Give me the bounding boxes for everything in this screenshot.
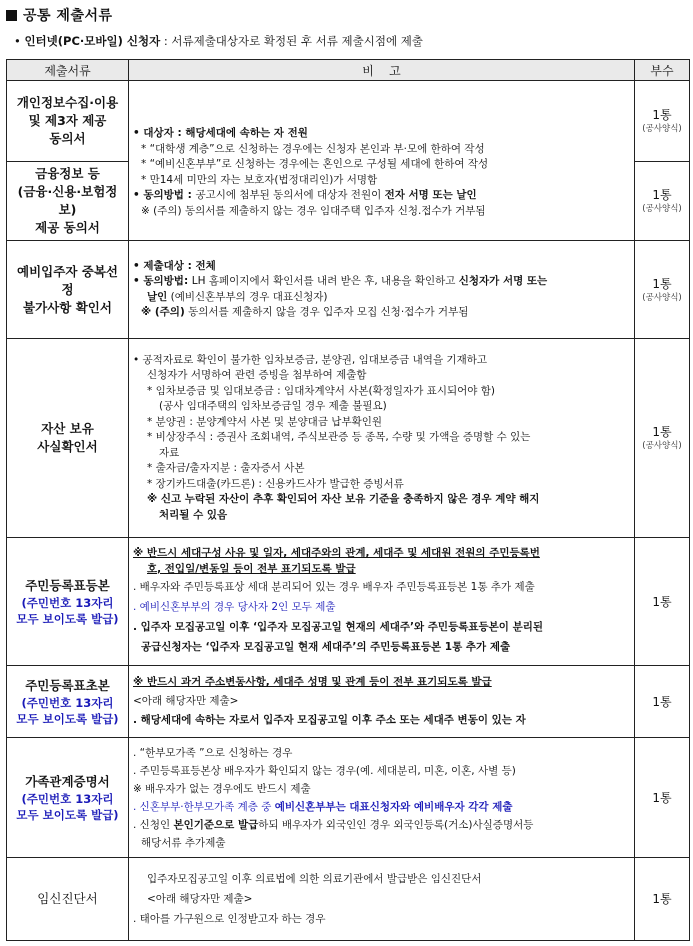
- count-cell: [635, 858, 690, 941]
- note-line: . 태아를 가구원으로 인정받고자 하는 경우: [133, 913, 326, 925]
- doc-name-line: 개인정보수집·이용: [16, 95, 119, 110]
- doc-name-line: 주민등록표등본: [25, 577, 110, 593]
- note-line: 처리될 수 있음: [159, 508, 228, 521]
- section-title-text: 공통 제출서류: [23, 8, 113, 24]
- note-line: ※ 반드시 세대구성 사유 및 일자, 세대주와의 관계, 세대주 및 세대원 전원의 주민등록번: [133, 547, 540, 559]
- table-row: [7, 538, 690, 666]
- doc-name-cell: [7, 858, 129, 941]
- count-value: 1통: [652, 276, 672, 291]
- note-line: . 해당세대에 속하는 자로서 입주자 모집공고일 이후 주소 또는 세대주 변동이 있는 자: [133, 714, 526, 726]
- intro-bold: 인터넷(PC·모바일) 신청자: [24, 34, 161, 48]
- count-value: 1통: [652, 108, 672, 122]
- note-cell: [129, 738, 635, 858]
- intro-line: [14, 33, 423, 49]
- count-sub: (공사양식): [642, 204, 682, 214]
- note-line: ※ (주의) 동의서를 제출하지 않는 경우 임대주택 입주자 신청.접수가 거부됨: [141, 204, 486, 217]
- note-line: • 동의방법: LH 홈페이지에서 확인서를 내려 받은 후, 내용을 확인하고 신청자가 서명 또는: [133, 275, 548, 287]
- table-row: [7, 738, 690, 858]
- note-line: . 신청인 본인기준으로 발급하되 배우자가 외국인인 경우 외국인등록(거소)사실증명서등: [133, 818, 534, 831]
- doc-name-cell: [7, 738, 129, 858]
- count-value: 1통: [652, 790, 672, 805]
- doc-name-note: (주민번호 13자리: [21, 791, 114, 806]
- note-line: . “한부모가족 ”으로 신청하는 경우: [133, 746, 293, 759]
- doc-name-line: 동의서: [49, 131, 86, 146]
- doc-name-line: 가족관계증명서: [25, 773, 110, 789]
- count-cell: [635, 241, 690, 339]
- table-header-row: [7, 60, 690, 81]
- note-line: 공급신청자는 ‘입주자 모집공고일 현재 세대주’의 주민등록표등본 1통 추가 제출: [141, 641, 511, 653]
- note-cell: [129, 81, 635, 241]
- note-line: * “대학생 계층”으로 신청하는 경우에는 신청자 본인과 부·모에 한하여 작성: [141, 142, 485, 155]
- note-line: 날인 (예비신혼부부의 경우 대표신청자): [147, 290, 328, 303]
- doc-name-line: 금융정보 등: [35, 166, 100, 181]
- doc-name-note: (주민번호 13자리: [21, 595, 114, 610]
- note-line: . 배우자와 주민등록표상 세대 분리되어 있는 경우 배우자 주민등록표등본 1통 추가 제출: [133, 581, 535, 593]
- note-line: • 제출대상 : 전체: [133, 259, 216, 272]
- note-line: 신청자가 서명하여 관련 증빙을 첨부하여 제출함: [147, 369, 367, 382]
- note-cell: [129, 858, 635, 941]
- doc-name-note: 모두 보이도록 발급): [16, 711, 119, 726]
- intro-rest: : 서류제출대상자로 확정된 후 서류 제출시점에 제출: [160, 34, 423, 48]
- doc-name-cell: [7, 241, 129, 339]
- note-line: . 예비신혼부부의 경우 당사자 2인 모두 제출: [133, 601, 336, 613]
- note-cell: [129, 538, 635, 666]
- note-line: ※ 반드시 과거 주소변동사항, 세대주 성명 및 관계 등이 전부 표기되도록 발급: [133, 676, 492, 688]
- doc-name-cell: [7, 339, 129, 538]
- note-line: <아래 해당자만 제출>: [147, 893, 253, 905]
- intro-bullet: •: [14, 34, 21, 48]
- doc-name-line: 불가사항 확인서: [23, 299, 112, 315]
- note-line: 해당서류 추가제출: [141, 836, 226, 849]
- count-sub: (공사양식): [642, 124, 682, 134]
- documents-table: [6, 59, 690, 941]
- table-row: [7, 81, 690, 162]
- note-cell: [129, 339, 635, 538]
- col-header-doc: 제출서류: [7, 60, 129, 81]
- doc-name-note: 모두 보이도록 발급): [16, 611, 119, 626]
- note-line: 호, 전입일/변동일 등이 전부 표기되도록 발급: [147, 562, 356, 575]
- note-cell: [129, 666, 635, 738]
- col-header-note: 비 고: [129, 60, 635, 81]
- note-line: 입주자모집공고일 이후 의료법에 의한 의료기관에서 발급받은 임신진단서: [147, 873, 482, 885]
- doc-name-cell: [7, 81, 129, 162]
- table-row: [7, 241, 690, 339]
- doc-name-note: (주민번호 13자리: [21, 695, 114, 710]
- note-line: (공사 임대주택의 임차보증금일 경우 제출 불필요): [159, 400, 387, 413]
- count-cell: [635, 162, 690, 241]
- doc-name-cell: [7, 538, 129, 666]
- note-line: * 분양권 : 분양계약서 사본 및 분양대금 납부확인원: [147, 415, 383, 428]
- count-sub: (공사양식): [642, 441, 682, 451]
- doc-name-line: 및 제3자 제공: [28, 113, 107, 128]
- note-line: 자료: [159, 446, 180, 459]
- note-cell: [129, 241, 635, 339]
- table-row: [7, 666, 690, 738]
- count-cell: [635, 666, 690, 738]
- count-cell: [635, 339, 690, 538]
- count-sub: (공사양식): [642, 292, 682, 303]
- doc-name-line: 사실확인서: [37, 439, 98, 454]
- doc-name-cell: [7, 162, 129, 241]
- note-line: ※ 신고 누락된 자산이 추후 확인되어 자산 보유 기준을 충족하지 않은 경우 계약 해지: [147, 493, 540, 506]
- count-cell: [635, 738, 690, 858]
- note-line: • 동의방법 : 공고시에 첨부된 동의서에 대상자 전원이 전자 서명 또는 날인: [133, 189, 477, 201]
- section-title: [6, 6, 113, 24]
- note-line: . 신혼부부·한부모가족 계층 중 예비신혼부부는 대표신청자와 예비배우자 각각 제출: [133, 800, 513, 813]
- note-line: ※ (주의) 동의서를 제출하지 않을 경우 입주자 모집 신청·접수가 거부됨: [141, 306, 469, 318]
- note-line: . 주민등록표등본상 배우자가 확인되지 않는 경우(예. 세대분리, 미혼, 이혼, 사별 등): [133, 764, 516, 777]
- note-line: * 만14세 미만의 자는 보호자(법정대리인)가 서명함: [141, 173, 378, 186]
- note-line: . 입주자 모집공고일 이후 ‘입주자 모집공고일 현재의 세대주’와 주민등록표등본이 분리된: [133, 621, 544, 633]
- table-row: [7, 339, 690, 538]
- table-row: [7, 858, 690, 941]
- doc-name-note: 모두 보이도록 발급): [16, 807, 119, 822]
- note-line: ※ 배우자가 없는 경우에도 반드시 제출: [133, 782, 311, 795]
- count-value: 1통: [652, 188, 672, 202]
- doc-name-line: 자산 보유: [41, 421, 94, 436]
- doc-name-line: 예비입주자 중복선정: [17, 263, 118, 297]
- doc-name-line: (금융·신용·보험정보): [17, 184, 118, 217]
- doc-name-line: 제공 동의서: [35, 220, 100, 235]
- note-line: * “예비신혼부부”로 신청하는 경우에는 혼인으로 구성될 세대에 한하여 작성: [141, 158, 489, 170]
- note-line: <아래 해당자만 제출>: [133, 695, 239, 707]
- count-value: 1통: [652, 892, 672, 906]
- note-line: * 비상장주식 : 증권사 조회내역, 주식보관증 등 종목, 수량 및 가액을 증명할 수 있는: [147, 431, 531, 444]
- count-value: 1통: [652, 594, 672, 609]
- note-line: * 출자금/출자지분 : 출자증서 사본: [147, 462, 305, 475]
- note-line: • 대상자 : 해당세대에 속하는 자 전원: [133, 127, 308, 139]
- count-value: 1통: [652, 694, 672, 709]
- count-cell: [635, 81, 690, 162]
- note-line: * 장기카드대출(카드론) : 신용카드사가 발급한 증빙서류: [147, 477, 404, 490]
- count-cell: [635, 538, 690, 666]
- doc-name-line: 주민등록표초본: [25, 677, 110, 693]
- note-line: • 공적자료로 확인이 불가한 임차보증금, 분양권, 임대보증금 내역을 기재하고: [133, 353, 488, 366]
- doc-name-line: 임신진단서: [37, 891, 98, 906]
- count-value: 1통: [652, 425, 672, 439]
- col-header-count: 부수: [635, 60, 690, 81]
- square-bullet-icon: [6, 10, 17, 21]
- doc-name-cell: [7, 666, 129, 738]
- note-line: * 임차보증금 및 임대보증금 : 임대차계약서 사본(확정일자가 표시되어야 함): [147, 384, 495, 397]
